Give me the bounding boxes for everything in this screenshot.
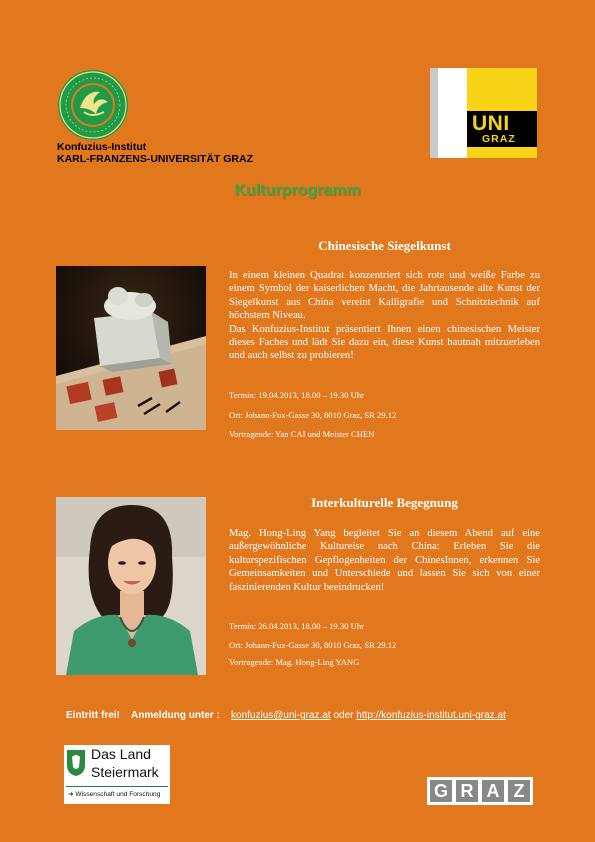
event-location: Ort: Johann-Fux-Gasse 30, 8010 Graz, SR 29.12 xyxy=(229,410,397,420)
steiermark-shield-icon xyxy=(66,749,86,777)
registration-line xyxy=(66,710,506,721)
event-date: Termin: 19.04.2013, 18.00 – 19.30 Uhr xyxy=(229,390,364,400)
institute-name: Konfuzius-Institut xyxy=(57,141,147,153)
event-date: Termin: 26.04.2013, 18.00 – 19.30 Uhr xyxy=(229,621,364,631)
university-name: KARL-FRANZENS-UNIVERSITÄT GRAZ xyxy=(57,153,253,165)
or-text: oder xyxy=(333,710,354,721)
steiermark-line1: Das Land xyxy=(91,746,151,762)
event-location: Ort: Johann-Fux-Gasse 30, 8010 Graz, SR 29.12 xyxy=(229,640,397,650)
seal-photo xyxy=(56,266,206,430)
section-title-begegnung: Interkulturelle Begegnung xyxy=(311,495,458,510)
section-paragraph-begegnung: Mag. Hong-Ling Yang begleitet Sie an diesem Abend auf eine außergewöhnliche Kultureise nach China: Erleben Sie die kulturspezifischen Gepflogenheiten der ChinesInnen, erkennen Sie Gemeinsamkeiten und Unterschiede und lassen Sie sich von einer faszinierenden Kultur beeindrucken! xyxy=(229,528,540,593)
land-steiermark-logo xyxy=(64,745,170,804)
section-paragraph: In einem kleinen Quadrat konzentriert sich rote und weiße Farbe zu einem Symbol der kaiserlichen Macht, die Jahrtausende alte Kunst der Siegelkunst aus China vereint Kalligrafie und Schnitztechnik auf höchstem Niveau. xyxy=(229,270,540,322)
uni-graz-logo xyxy=(430,68,537,158)
event-speakers: Vortragende: Mag. Hong-Ling YANG xyxy=(229,657,360,667)
graz-letter: R xyxy=(456,780,478,802)
email-link[interactable]: konfuzius@uni-graz.at xyxy=(231,710,331,721)
steiermark-line3: ➔ Wissenschaft und Forschung xyxy=(68,791,161,798)
event-speakers: Vortragende: Yan CAI und Meister CHEN xyxy=(229,429,375,439)
registration-label: Anmeldung unter : xyxy=(131,710,220,721)
section-title-siegelkunst: Chinesische Siegelkunst xyxy=(318,238,451,253)
free-entry-label: Eintritt frei! xyxy=(66,710,120,721)
graz-letter: Z xyxy=(508,780,530,802)
logo-uni-text: UNI xyxy=(472,112,510,135)
section-paragraph-2: Das Konfuzius-Institut präsentiert Ihnen einen chinesischen Meister dieses Faches und lädt Sie dazu ein, diese Kunst hautnah mitzuerleben und auch selbst zu probieren! xyxy=(229,323,540,362)
page-title: Kulturprogramm xyxy=(234,182,361,199)
section-text-siegelkunst xyxy=(229,269,540,363)
graz-city-logo xyxy=(427,777,533,805)
speaker-photo xyxy=(56,497,206,675)
graz-letter: A xyxy=(482,780,504,802)
steiermark-divider xyxy=(66,786,168,787)
logo-graz-text: GRAZ xyxy=(482,133,516,145)
steiermark-line2: Steiermark xyxy=(91,764,159,780)
confucius-institute-logo xyxy=(56,68,130,142)
website-link[interactable]: http://konfuzius-institut.uni-graz.at xyxy=(356,710,506,721)
graz-letter: G xyxy=(430,780,452,802)
logo-gray-strip xyxy=(430,68,438,158)
